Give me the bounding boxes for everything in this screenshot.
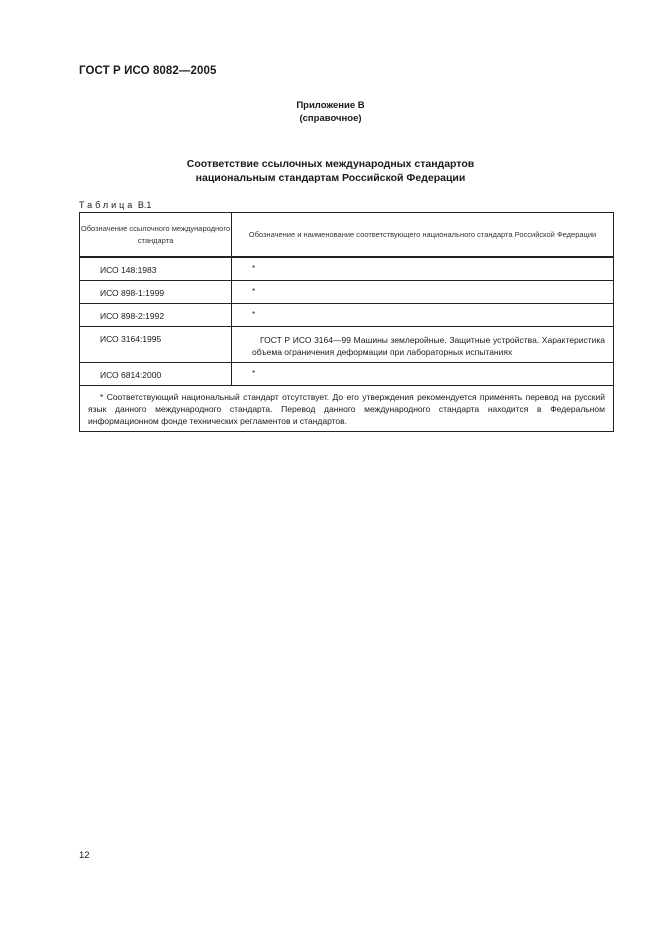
table-row [80,327,614,363]
table-caption [79,200,151,210]
reference-standards-table [79,212,614,432]
header-national-standard: Обозначение и наименование соответствующего национального стандарта Российской Федерации [232,213,614,258]
annex-title: Приложение В [296,100,365,111]
page-number: 12 [79,850,90,861]
table-row [80,363,614,386]
table-row [80,257,614,281]
national-standard-value: * [252,264,256,273]
annex-heading [0,100,661,125]
table-row [80,304,614,327]
national-standard-cell [232,304,614,327]
national-standard-cell [232,257,614,281]
national-standard-cell [232,327,614,363]
intl-standard-cell: ИСО 898-2:1992 [80,304,232,327]
national-standard-value: * [252,310,256,319]
national-standard-cell [232,281,614,304]
table-header-row [80,213,614,258]
table-row [80,281,614,304]
intl-standard-cell: ИСО 3164:1995 [80,327,232,363]
national-standard-value: ГОСТ Р ИСО 3164—99 Машины землеройные. Защитные устройства. Характеристика объема ограничения деформации при лабораторных испытаниях [252,335,605,357]
annex-subtitle: (справочное) [299,112,362,124]
table-caption-number: В.1 [137,200,152,210]
national-standard-cell [232,363,614,386]
document-title-line-2: национальным стандартам Российской Федерации [195,171,466,184]
table-footnote: * Соответствующий национальный стандарт отсутствует. До его утверждения рекомендуется применять перевод на русский язык данного международного стандарта. Перевод данного международного стандарта находится в Федеральном информационном фонде технических регламентов и стандартов. [88,392,605,426]
national-standard-value: * [252,369,256,378]
intl-standard-cell: ИСО 148:1983 [80,257,232,281]
table-caption-word: Таблица [79,200,136,210]
header-intl-standard: Обозначение ссылочного международного стандарта [80,213,232,258]
table-footnote-row [80,386,614,432]
table-footnote-cell [80,386,614,432]
document-title [0,158,661,185]
intl-standard-cell: ИСО 6814:2000 [80,363,232,386]
page-header-standard-id: ГОСТ Р ИСО 8082—2005 [79,65,217,77]
document-title-line-1: Соответствие ссылочных международных стандартов [186,158,475,170]
intl-standard-cell: ИСО 898-1:1999 [80,281,232,304]
national-standard-value: * [252,287,256,296]
